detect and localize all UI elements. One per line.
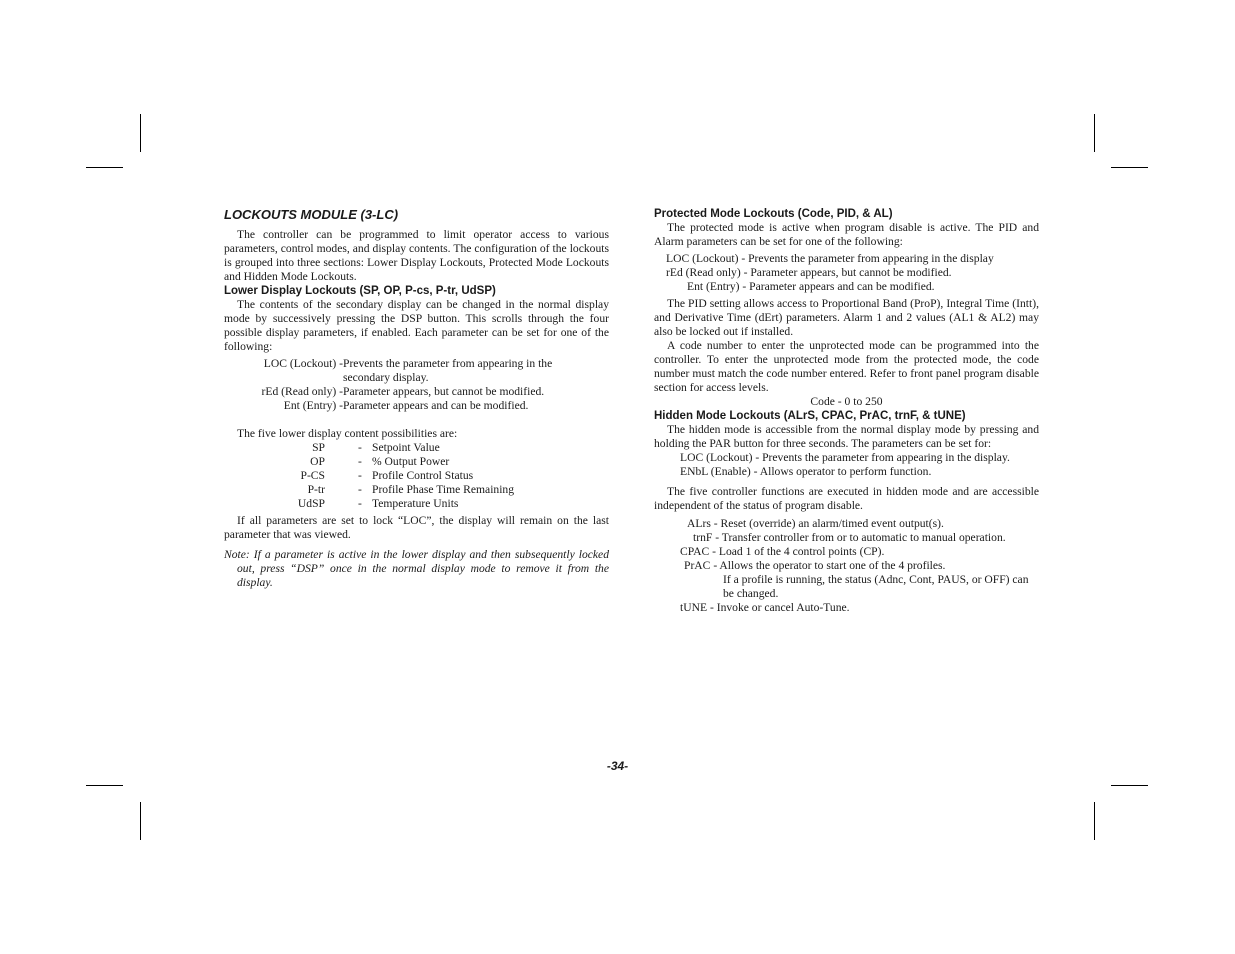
possibility-code: SP xyxy=(312,441,325,454)
crop-mark xyxy=(1094,802,1095,840)
function-item: tUNE - Invoke or cancel Auto-Tune. xyxy=(680,601,850,614)
protected-option-list xyxy=(654,252,1039,294)
function-item: trnF - Transfer controller from or to automatic to manual operation. xyxy=(693,531,1006,544)
function-item: PrAC - Allows the operator to start one of the 4 profiles. xyxy=(684,559,946,572)
option-row xyxy=(224,357,609,385)
protected-option: Ent (Entry) - Parameter appears and can be modified. xyxy=(687,280,935,293)
possibility-dash: - xyxy=(358,483,362,496)
possibility-row xyxy=(224,469,609,483)
protected-option: LOC (Lockout) - Prevents the parameter from appearing in the display xyxy=(666,252,994,265)
possibility-row xyxy=(224,497,609,511)
section-title: LOCKOUTS MODULE (3-LC) xyxy=(224,207,399,222)
option-label: LOC (Lockout) - xyxy=(263,357,343,370)
prac-detail: If a profile is running, the status (Adnc, Cont, PAUS, or OFF) can be changed. xyxy=(723,573,1029,600)
hidden-mode-heading: Hidden Mode Lockouts (ALrS, CPAC, PrAC, trnF, & tUNE) xyxy=(654,410,966,422)
crop-mark xyxy=(1111,167,1148,168)
possibility-desc: Setpoint Value xyxy=(372,441,440,454)
functions-intro: The five controller functions are executed in hidden mode and are accessible independent of the status of program disable. xyxy=(654,485,1039,512)
possibility-code: UdSP xyxy=(297,497,325,510)
crop-mark xyxy=(86,785,123,786)
possibility-dash: - xyxy=(358,497,362,510)
possibility-dash: - xyxy=(358,469,362,482)
option-desc: Parameter appears, but cannot be modified. xyxy=(343,385,545,398)
possibility-row xyxy=(224,441,609,455)
function-list xyxy=(654,517,1039,615)
option-row xyxy=(224,385,609,399)
option-desc: Parameter appears and can be modified. xyxy=(343,399,529,412)
intro-paragraph: The controller can be programmed to limit operator access to various parameters, control modes, and display contents. The configuration of the lockouts is grouped into three sections: Lower Display Lockouts, Protected Mode Lockouts and Hidden Mode Lockouts. xyxy=(224,228,609,283)
possibility-desc: Temperature Units xyxy=(372,497,459,510)
page-number: -34- xyxy=(606,759,629,773)
crop-mark xyxy=(86,167,123,168)
possibility-code: OP xyxy=(310,455,325,468)
protected-option: rEd (Read only) - Parameter appears, but cannot be modified. xyxy=(666,266,952,279)
hidden-option-list xyxy=(654,451,1039,479)
possibilities-list xyxy=(224,441,609,511)
crop-mark xyxy=(1094,114,1095,152)
right-column xyxy=(654,207,1039,615)
possibility-code: P-CS xyxy=(300,469,325,482)
possibility-dash: - xyxy=(358,441,362,454)
option-label: rEd (Read only) - xyxy=(261,385,343,398)
crop-mark xyxy=(1111,785,1148,786)
possibility-dash: - xyxy=(358,455,362,468)
lower-display-heading: Lower Display Lockouts (SP, OP, P-cs, P-tr, UdSP) xyxy=(224,285,496,297)
code-paragraph: A code number to enter the unprotected mode can be programmed into the controller. To enter the unprotected mode from the protected mode, the code number must match the code number entered. Refer to front panel program disable section for access levels. xyxy=(654,339,1039,394)
lower-display-intro: The contents of the secondary display can be changed in the normal display mode by successively pressing the DSP button. This scrolls through the four possible display parameters, if enabled. Each parameter can be set for one of the following: xyxy=(224,298,609,353)
crop-mark xyxy=(140,802,141,840)
possibility-desc: % Output Power xyxy=(372,455,450,468)
possibility-row xyxy=(224,455,609,469)
option-list xyxy=(224,357,609,413)
function-item: ALrs - Reset (override) an alarm/timed event output(s). xyxy=(687,517,944,530)
option-label: Ent (Entry) - xyxy=(283,399,343,412)
possibility-code: P-tr xyxy=(307,483,325,496)
pid-paragraph: The PID setting allows access to Proportional Band (ProP), Integral Time (Intt), and Derivative Time (dErt) parameters. Alarm 1 and 2 values (AL1 & AL2) may also be locked out if installed. xyxy=(654,297,1039,338)
hidden-option: ENbL (Enable) - Allows operator to perform function. xyxy=(680,465,932,478)
left-column xyxy=(224,207,609,590)
lock-paragraph: If all parameters are set to lock “LOC”, the display will remain on the last parameter that was viewed. xyxy=(224,514,609,541)
possibility-row xyxy=(224,483,609,497)
option-row xyxy=(224,399,609,413)
possibility-desc: Profile Control Status xyxy=(372,469,474,482)
option-desc: Prevents the parameter from appearing in the secondary display. xyxy=(343,357,553,384)
hidden-intro: The hidden mode is accessible from the normal display mode by pressing and holding the PAR button for three seconds. The parameters can be set for: xyxy=(654,423,1039,450)
possibilities-intro: The five lower display content possibilities are: xyxy=(237,427,458,440)
note-paragraph: Note: If a parameter is active in the lower display and then subsequently locked out, press “DSP” once in the normal display mode to remove it from the display. xyxy=(224,548,609,589)
protected-intro: The protected mode is active when program disable is active. The PID and Alarm parameters can be set for one of the following: xyxy=(654,221,1039,248)
function-item: CPAC - Load 1 of the 4 control points (CP). xyxy=(680,545,885,558)
code-range: Code - 0 to 250 xyxy=(810,395,883,408)
possibility-desc: Profile Phase Time Remaining xyxy=(372,483,515,496)
protected-mode-heading: Protected Mode Lockouts (Code, PID, & AL) xyxy=(654,208,893,220)
crop-mark xyxy=(140,114,141,152)
hidden-option: LOC (Lockout) - Prevents the parameter from appearing in the display. xyxy=(680,451,1010,464)
